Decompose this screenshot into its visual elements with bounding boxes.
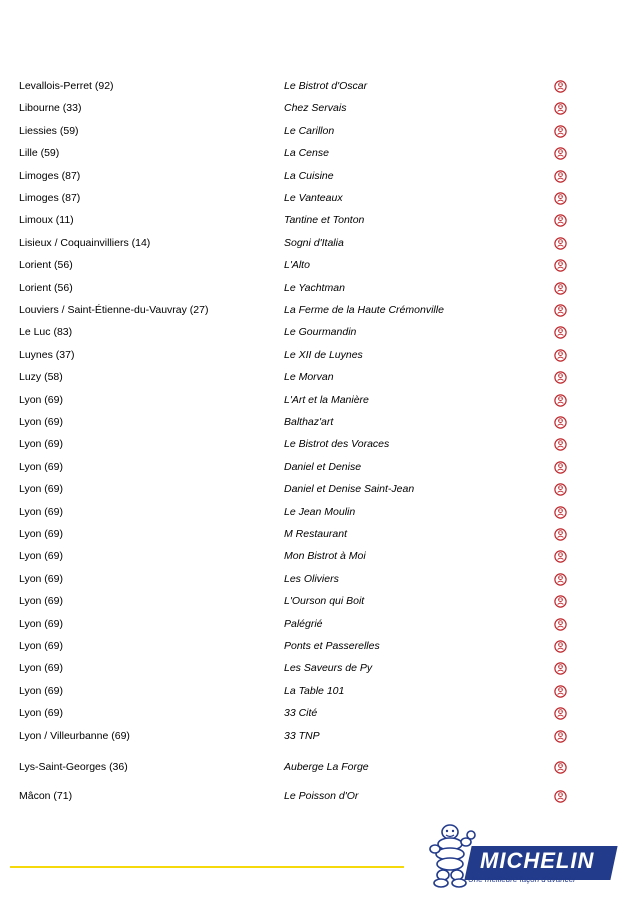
restaurant-name: L'Ourson qui Boit	[284, 595, 365, 608]
city-name: Lyon (69)	[19, 460, 63, 473]
bib-gourmand-icon	[554, 304, 567, 317]
city-name: Lille (59)	[19, 147, 60, 160]
bib-gourmand-icon	[554, 80, 567, 93]
bib-gourmand-icon	[554, 147, 567, 160]
list-item	[0, 786, 638, 806]
restaurant-name: Le XII de Luynes	[284, 348, 363, 361]
list-item	[0, 703, 638, 723]
bib-gourmand-icon	[554, 685, 567, 698]
list-item	[0, 367, 638, 387]
restaurant-name: Palégrié	[284, 617, 323, 630]
restaurant-name: Le Yachtman	[284, 281, 345, 294]
bib-gourmand-icon	[554, 170, 567, 183]
bib-gourmand-icon	[554, 595, 567, 608]
restaurant-name: Balthaz'art	[284, 416, 334, 428]
footer-divider	[10, 866, 404, 868]
list-item	[0, 76, 638, 96]
restaurant-name: M Restaurant	[284, 528, 348, 540]
city-name: Luynes (37)	[19, 348, 75, 361]
list-item	[0, 188, 638, 208]
list-item	[0, 591, 638, 611]
restaurant-name: La Cense	[284, 147, 329, 160]
restaurant-name: La Table 101	[284, 684, 345, 697]
list-item	[0, 479, 638, 499]
bib-gourmand-icon	[554, 416, 567, 429]
bib-gourmand-icon	[554, 550, 567, 563]
list-item	[0, 390, 638, 410]
restaurant-name: Les Saveurs de Py	[284, 662, 373, 675]
bib-gourmand-icon	[554, 102, 567, 115]
city-name: Libourne (33)	[19, 102, 82, 115]
restaurant-name: 33 TNP	[284, 729, 320, 742]
list-item	[0, 681, 638, 701]
city-name: Louviers / Saint-Étienne-du-Vauvray (27)	[19, 304, 209, 316]
city-name: Lyon (69)	[19, 483, 63, 496]
bib-gourmand-icon	[554, 125, 567, 138]
list-item	[0, 658, 638, 678]
restaurant-name: L'Alto	[284, 259, 310, 272]
bib-gourmand-icon	[554, 618, 567, 631]
restaurant-name: Mon Bistrot à Moi	[284, 550, 366, 563]
list-item	[0, 210, 638, 230]
bib-gourmand-icon	[554, 326, 567, 339]
bib-gourmand-icon	[554, 528, 567, 541]
restaurant-name: Le Bistrot d'Oscar	[284, 80, 368, 92]
restaurant-name: Ponts et Passerelles	[284, 640, 380, 652]
city-name: Lyon (69)	[19, 617, 63, 630]
list-item	[0, 278, 638, 298]
city-name: Lys-Saint-Georges (36)	[19, 761, 128, 773]
list-item	[0, 233, 638, 253]
city-name: Lyon (69)	[19, 572, 63, 585]
list-item	[0, 434, 638, 454]
restaurant-name: Tantine et Tonton	[284, 214, 365, 227]
bib-gourmand-icon	[554, 438, 567, 451]
list-item	[0, 757, 638, 777]
restaurant-name: La Ferme de la Haute Crémonville	[284, 304, 444, 316]
bib-gourmand-icon	[554, 371, 567, 384]
restaurant-name: L'Art et la Manière	[284, 393, 369, 406]
list-item	[0, 345, 638, 365]
list-item	[0, 166, 638, 186]
city-name: Lyon (69)	[19, 438, 63, 451]
list-item	[0, 143, 638, 163]
logo-wordmark: MICHELIN	[480, 848, 595, 873]
city-name: Le Luc (83)	[19, 326, 73, 339]
bib-gourmand-icon	[554, 214, 567, 227]
restaurant-name: Le Bistrot des Voraces	[284, 438, 390, 451]
city-name: Lisieux / Coquainvilliers (14)	[19, 236, 151, 249]
city-name: Lorient (56)	[19, 259, 73, 272]
list-item	[0, 502, 638, 522]
city-name: Lorient (56)	[19, 281, 73, 294]
bib-gourmand-icon	[554, 237, 567, 250]
list-item	[0, 322, 638, 342]
list-item	[0, 121, 638, 141]
bib-gourmand-icon	[554, 349, 567, 362]
city-name: Liessies (59)	[19, 124, 79, 137]
list-item	[0, 726, 638, 746]
list-item	[0, 300, 638, 320]
city-name: Lyon (69)	[19, 550, 63, 563]
restaurant-name: Le Morvan	[284, 371, 334, 384]
bib-gourmand-icon	[554, 483, 567, 496]
restaurant-name: Sogni d'Italia	[284, 236, 344, 249]
city-name: Lyon (69)	[19, 416, 63, 428]
bib-gourmand-icon	[554, 506, 567, 519]
list-item	[0, 412, 638, 432]
bib-gourmand-icon	[554, 394, 567, 407]
city-name: Luzy (58)	[19, 371, 63, 384]
bib-gourmand-icon	[554, 640, 567, 653]
city-name: Lyon (69)	[19, 393, 63, 406]
bib-gourmand-icon	[554, 790, 567, 803]
restaurant-name: Les Oliviers	[284, 572, 339, 585]
city-name: Lyon (69)	[19, 684, 63, 697]
list-item	[0, 457, 638, 477]
restaurant-name: Chez Servais	[284, 102, 347, 115]
restaurant-name: Le Carillon	[284, 124, 335, 137]
restaurant-name: Le Gourmandin	[284, 326, 357, 339]
city-name: Lyon (69)	[19, 707, 63, 720]
restaurant-name: Daniel et Denise	[284, 460, 362, 473]
city-name: Limoges (87)	[19, 192, 81, 204]
restaurant-name: Le Vanteaux	[284, 192, 343, 204]
city-name: Lyon / Villeurbanne (69)	[19, 729, 130, 742]
restaurant-name: Daniel et Denise Saint-Jean	[284, 483, 415, 496]
list-item	[0, 546, 638, 566]
restaurant-name: 33 Cité	[284, 707, 318, 720]
bib-gourmand-icon	[554, 662, 567, 675]
restaurant-name: La Cuisine	[284, 169, 334, 182]
list-item	[0, 614, 638, 634]
city-name: Lyon (69)	[19, 640, 63, 652]
list-item	[0, 569, 638, 589]
bib-gourmand-icon	[554, 461, 567, 474]
restaurant-name: Le Jean Moulin	[284, 505, 356, 518]
list-item	[0, 524, 638, 544]
city-name: Lyon (69)	[19, 528, 63, 540]
michelin-logo	[428, 820, 614, 890]
logo-tagline: Une meilleure façon d'avancer	[468, 875, 576, 884]
bib-gourmand-icon	[554, 259, 567, 272]
city-name: Limoux (11)	[19, 214, 74, 227]
bib-gourmand-icon	[554, 761, 567, 774]
bib-gourmand-icon	[554, 730, 567, 743]
restaurant-name: Auberge La Forge	[284, 761, 369, 773]
city-name: Levallois-Perret (92)	[19, 80, 114, 92]
list-item	[0, 98, 638, 118]
city-name: Mâcon (71)	[19, 790, 73, 802]
city-name: Limoges (87)	[19, 169, 81, 182]
list-item	[0, 636, 638, 656]
bib-gourmand-icon	[554, 573, 567, 586]
city-name: Lyon (69)	[19, 505, 63, 518]
bib-gourmand-icon	[554, 282, 567, 295]
bib-gourmand-icon	[554, 707, 567, 720]
restaurant-name: Le Poisson d'Or	[284, 790, 359, 802]
city-name: Lyon (69)	[19, 662, 63, 675]
bib-gourmand-icon	[554, 192, 567, 205]
list-item	[0, 255, 638, 275]
city-name: Lyon (69)	[19, 595, 63, 608]
